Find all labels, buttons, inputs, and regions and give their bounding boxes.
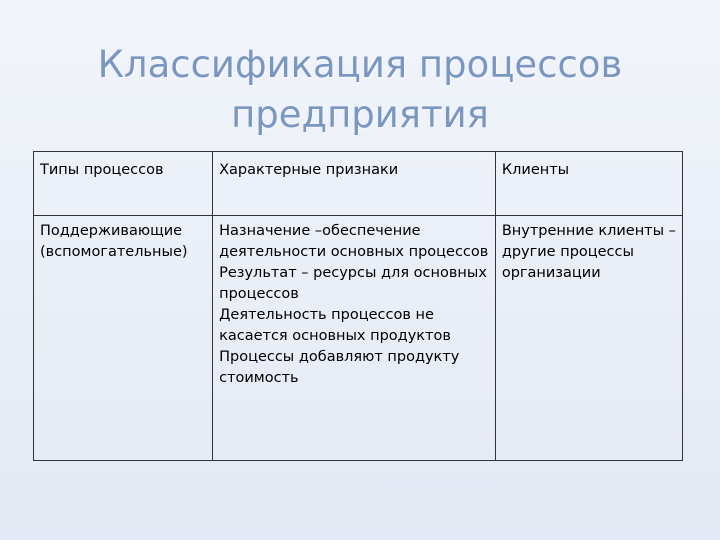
header-process-types: Типы процессов [34, 152, 213, 216]
cell-features [213, 216, 496, 461]
process-type-line-1: Поддерживающие [40, 223, 183, 239]
feature-purpose: Назначение –обеспечение деятельности основных процессов [219, 223, 489, 260]
table-header-row [34, 152, 683, 216]
table-row [34, 216, 683, 461]
feature-value: Процессы добавляют продукту стоимость [219, 349, 460, 386]
slide-title-line-1: Классификация процессов [97, 43, 623, 86]
process-classification-table [33, 151, 683, 461]
feature-result: Результат – ресурсы для основных процессов [219, 265, 487, 302]
process-type-line-2: (вспомогательные) [40, 244, 188, 260]
cell-clients: Внутренние клиенты –другие процессы организации [495, 216, 682, 461]
feature-activity: Деятельность процессов не касается основных продуктов [219, 307, 451, 344]
slide-title [0, 40, 720, 140]
header-clients: Клиенты [495, 152, 682, 216]
header-characteristic-features: Характерные признаки [213, 152, 496, 216]
slide-title-line-2: предприятия [231, 93, 489, 136]
cell-process-type [34, 216, 213, 461]
